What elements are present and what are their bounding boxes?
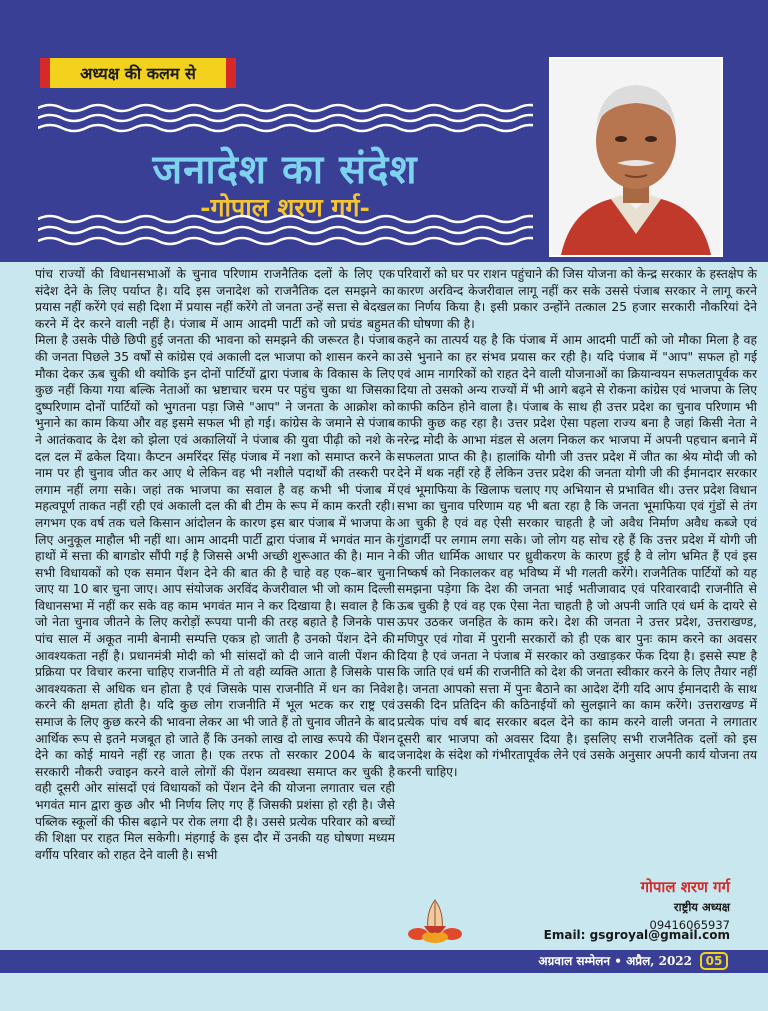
author-portrait [549,57,723,257]
wave-lines-icon [38,98,533,138]
article-paragraph: कहने का तात्पर्य यह है कि पंजाब में आम आदमी पार्टी को जो मौका मिला है वह उसे भुनाने का हर संभव प्रयास कर रही है। यदि पंजाब में "आप" सफल हो गई एवं आम नागरिकों को राहत देने वाली योजनाओं का क्रियान्वयन सफलतापूर्वक कर दिया तो उसको अन्य राज्यों में भी आगे बढ़ने से रोकना कांग्रेस एवं भाजपा के लिए काफी कठिन होने वाला है। पंजाब के साथ ही उत्तर प्रदेश का चुनाव परिणाम भी काफी कुछ कह रहा है। उत्तर प्रदेश ऐसा पहला राज्य बना है जहां किसी नेता ने नरेन्द्र मोदी के आभा मंडल से अलग निकल कर भाजपा में अपनी पहचान बनाने में सफलता प्राप्त की है। हालांकि योगी जी उत्तर प्रदेश में जीत का श्रेय मोदी जी को देने में थक नहीं रहे हैं लेकिन उत्तर प्रदेश की जनता योगी जी की ईमानदार सरकार एवं भूमाफिया के खिलाफ चलाए गए अभियान से प्रभावित थी। उत्तर प्रदेश विधान सभा का चुनाव परिणाम यह भी बता रहा है कि जनता भूमाफिया एवं गुंडों से तंग आ चुकी है एवं वह ऐसी सरकार चाहती है जो अवैध निर्माण अवैध कब्जे एवं गुंडागर्दी पर लगाम लगा सके। जो लोग यह सोच रहे हैं कि उत्तर प्रदेश में योगी जी की जीत धार्मिक आधार पर ध्रुवीकरण के कारण हुई है वे लोग भ्रमित हैं एवं इस निष्कर्ष को निकालकर वह भविष्य में भी गलती करेंगे। राजनैतिक पार्टियों को यह समझना पड़ेगा कि देश की जनता भाई भतीजावाद एवं परिवारवादी राजनीति से ऊब चुकी है एवं वह एक ऐसा नेता चाहती है जो अपनी जाति एवं धर्म के दायरे से ऊपर उठकर जनहित के काम करे। देश की जनता ने उत्तर प्रदेश, उत्तराखण्ड, मणिपुर एवं गोवा में पुरानी सरकारों को ही एक बार पुनः काम करने का अवसर दिया है एवं जनता ने पंजाब में सरकार को उखाड़कर फेंक दिया है। इससे स्पष्ट है कि जाति एवं धर्म की राजनीति को देश की जनता स्वीकार करने के लिए तैयार नहीं है। जनता आपको सत्ता में पुनः बैठाने का आदेश देंगी यदि आप ईमानदारी के साथ उसकी दिन प्रतिदिन की कठिनाईयों को सुलझाने का काम करेंगे। उत्तराखण्ड में प्रत्येक पांच वर्ष बाद सरकार बदल देने का काम करने वाली जनता ने लगातार दूसरी बार भाजपा को अवसर दिया है। इसलिए सभी राजनैतिक दलों को इस जनादेश के संदेश को गंभीरतापूर्वक लेने एवं उसके अनुसार अपनी कार्य योजना तय करनी चाहिए। [397,333,757,779]
page-number: 05 [700,952,728,970]
article-column-left [35,266,395,946]
author-phone: 09416065937 [649,918,730,932]
article-title: जनादेश का संदेश [152,146,418,193]
article-column-right [397,266,757,878]
footer-publication: अग्रवाल सम्मेलन • अप्रैल, 2022 [538,954,692,968]
author-role: राष्ट्रीय अध्यक्ष [673,900,730,914]
section-label: अध्यक्ष की कलम से [40,58,236,88]
wave-lines-icon [38,210,533,256]
header-banner [0,0,768,262]
portrait-illustration [551,59,721,255]
article-paragraph: परिवारों को घर पर राशन पहुंचाने की जिस योजना को केन्द्र सरकार के हस्तक्षेप के कारण अरविन्द केजरीवाल लागू नहीं कर सके उससे पंजाब सरकार ने लागू करने का निर्णय किया है। इसी प्रकार उन्होंने तत्काल 25 हजार सरकारी नौकरियां देने की घोषणा की है। [397,267,757,331]
author-name: गोपाल शरण गर्ग [640,878,730,896]
folded-hands-flower-icon [404,896,466,944]
article-author-heading: -गोपाल शरण गर्ग- [200,193,370,222]
signature-block [550,877,730,932]
author-email: Email: gsgroyal@gmail.com [543,928,730,942]
footer-strip [0,973,768,1011]
article-paragraph: पांच राज्यों की विधानसभाओं के चुनाव परिणाम राजनैतिक दलों के लिए एक संदेश देने के लिए पर्याप्त है। यदि इस जनादेश को राजनैतिक दल समझने का प्रयास नहीं करेंगे एवं सही दिशा में प्रयास नहीं करेंगे तो जनता उन्हें सत्ता से बेदखल करने में देर करने वाली नहीं है। पंजाब में आम आदमी पार्टी को जो प्रचंड बहुमत मिला है उसके पीछे छिपी हुई जनता की भावना को समझने की जरूरत है। पंजाब की जनता पिछले 35 वर्षों से कांग्रेस एवं अकाली दल भाजपा को शासन करने का मौका देकर ऊब चुकी थी क्योकि इन दोनों पार्टियों द्वारा पंजाब के विकास के लिए कुछ नहीं किया गया बल्कि नेताओं का भ्रष्टाचार चरम पर पहुंच चुका था जिसका दुष्परिणाम दोनों पार्टियों को भुगतना पड़ा जिसे "आप" ने जनता के आक्रोश को भुनाने का काम किया और वह इसमे सफल भी हो गई। कांग्रेस के जमाने से पंजाब ने आतंकवाद के देश को झेला एवं अकालियों ने पंजाब की युवा पीढ़ी को नशे के दल दल में ढकेल दिया। कैप्टन अमरिंदर सिंह पंजाब में नशा को समाप्त करने के नाम पर ही चुनाव जीत कर आए थे लेकिन वह भी नशीले पदार्थों की तस्करी पर लगाम नहीं लगा सके। जहां तक भाजपा का सवाल है वह कभी भी पंजाब में महत्वपूर्ण ताकत नहीं रही एवं अकाली दल की बी टीम के रूप में काम करती रही। लगभग एक वर्ष तक चले किसान आंदोलन के कारण इस बार पंजाब में भाजपा के लिए अनुकूल माहौल भी नहीं था। आम आदमी पार्टी द्वारा पंजाब में भगवंत मान के हाथों में सत्ता की बागडोर सौंपी गई है जिससे अभी अच्छी शुरूआत की है। मान ने सभी विधायकों को एक समान पेंशन देने की बात की है चाहे वह एक–बार चुना जाए या 10 बार चुना जाए। आप संयोजक अरविंद केजरीवाल भी जो काम दिल्ली विधानसभा में नहीं कर सके वह काम भगवंत मान ने कर दिखाया है। सवाल है कि जो नेता चुनाव जीतने के लिए करोड़ों रूपया पानी की तरह बहाते है जिनके पास पांच साल में अकूत नामी बेनामी सम्पत्ति एकत्र हो जाती है उनको पेंशन देने की आवश्यकता नहीं है। प्रधानमंत्री मोदी को भी सांसदों को दी जाने वाली पेंशन की प्रक्रिया पर विचार करना चाहिए राजनीति में तो वही व्यक्ति आता है जिसके पास आवश्यकता से अधिक धन होता है एवं जिसके पास राजनीति में धन का निवेश करने की क्षमता होती है। यदि कुछ लोग राजनीति में भूल भटक कर राष्ट्र एवं समाज के लिए कुछ करने की भावना लेकर आ भी जाते हैं तो चुनाव जीतने के बाद आर्थिक रूप से इतने मजबूत हो जाते हैं कि उनको लाख दो लाख रूपये की पेंशन देने का कोई मायने नहीं रह जाता है। एक तरफ तो सरकार 2004 के बाद सरकारी नौकरी ज्वाइन करने वाले लोगों की पेंशन व्यवस्था समाप्त कर चुकी है वही दूसरी ओर सांसदों एवं विधायकों को पेंशन देने की योजना लगातार चल रही भगवंत मान द्वारा कुछ और भी निर्णय लिए गए हैं जिसकी प्रशंसा हो रही है। जैसे पब्लिक स्कूलों की फीस बढ़ाने पर रोक लगा दी है। उससे प्रत्येक परिवार को बच्चों की शिक्षा पर राहत मिल सकेगी। मंहगाई के इस दौर में उनकी यह घोषणा मध्यम वर्गीय परिवार को राहत देने वाली है। सभी [35,267,395,862]
